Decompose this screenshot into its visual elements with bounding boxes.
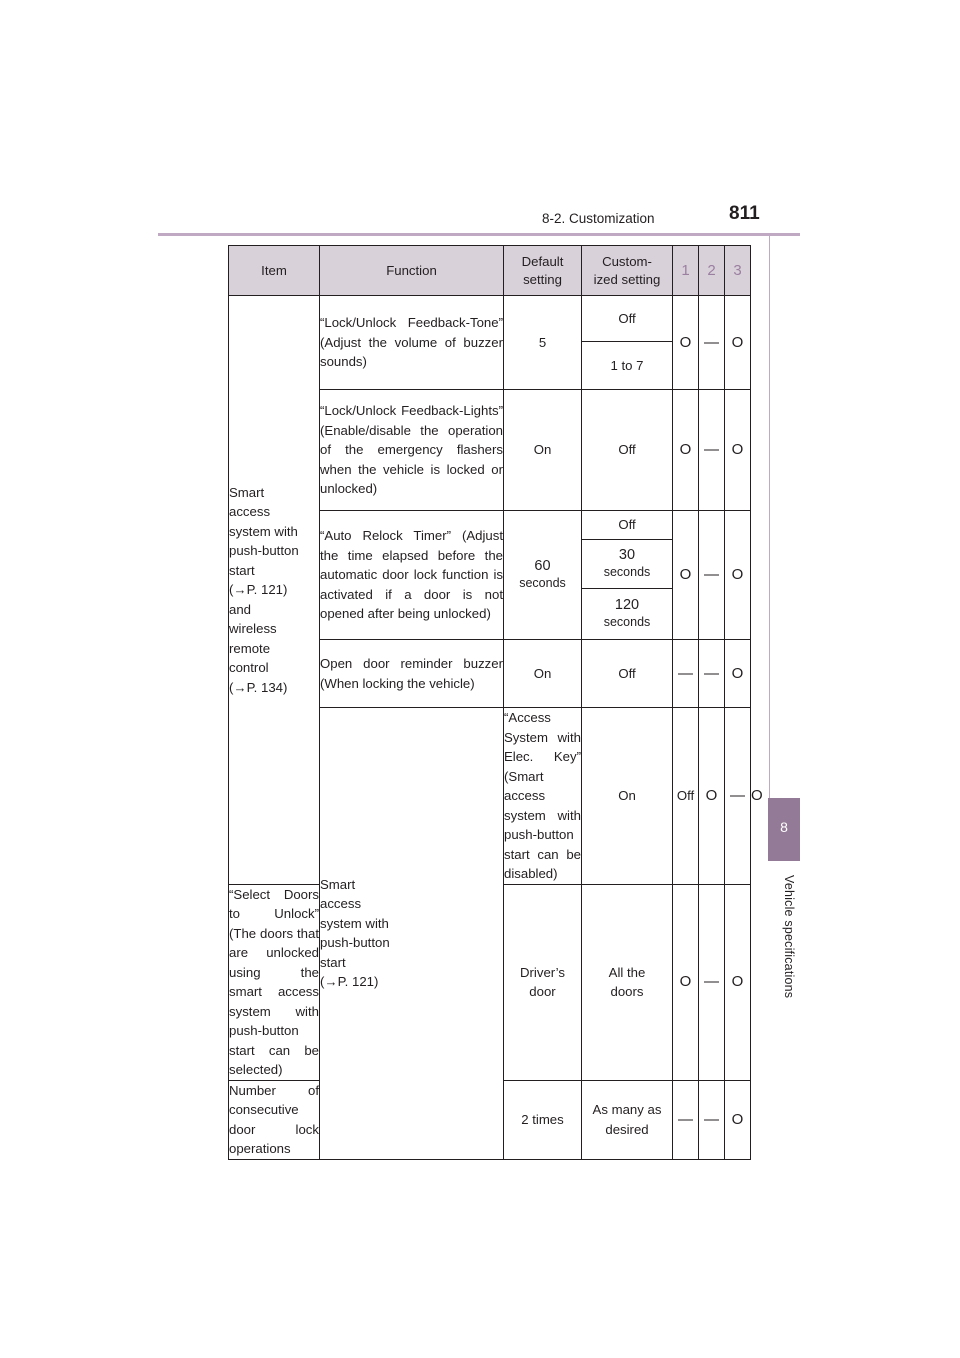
- function-cell: “Lock/Unlock Feedback-Tone” (Adjust the volume of buzzer sounds): [320, 296, 504, 390]
- default-cell: Driver’s door: [504, 884, 582, 1080]
- custom-cell: As many as desired: [582, 1080, 673, 1159]
- default-unit: seconds: [519, 576, 566, 590]
- function-cell: “Select Doors to Unlock” (The doors that are unlocked using the smart access system with push-button start can be selected): [229, 884, 320, 1080]
- method-3-cell: O: [725, 296, 751, 390]
- chapter-number: 8: [780, 819, 788, 835]
- table-row: Smart access system with push-button start (→P. 121) “Access System with Elec. Key” (Smart access system with push-button start can be disabled) On Off O — O: [229, 708, 751, 885]
- method-1-cell: O: [673, 511, 699, 640]
- method-2-cell: —: [699, 1080, 725, 1159]
- custom-cell: Off: [582, 640, 673, 708]
- item-cell: Smart access system with push-button start (→P. 121) and wireless remote control (→P. 134): [229, 296, 320, 885]
- method-1-cell: —: [673, 1080, 699, 1159]
- page-header: [158, 203, 800, 237]
- method-2-cell: —: [699, 640, 725, 708]
- header-customized-setting: Custom- ized setting: [582, 246, 673, 296]
- custom-cell: Off: [582, 296, 673, 342]
- method-1-cell: O: [673, 390, 699, 511]
- header-method-2: 2: [699, 246, 725, 296]
- default-cell: On: [582, 708, 673, 885]
- default-cell: 5: [504, 296, 582, 390]
- method-2-cell: —: [699, 296, 725, 390]
- custom-cell: [582, 589, 673, 640]
- header-method-1: 1: [673, 246, 699, 296]
- default-cell: On: [504, 640, 582, 708]
- header-rule: [158, 233, 800, 236]
- header-item: Item: [229, 246, 320, 296]
- method-3-cell: O: [725, 640, 751, 708]
- method-1-cell: O: [699, 708, 725, 885]
- header-function: Function: [320, 246, 504, 296]
- method-1-cell: —: [673, 640, 699, 708]
- header-default-setting: Default setting: [504, 246, 582, 296]
- method-1-cell: O: [673, 296, 699, 390]
- table-row: [229, 296, 751, 342]
- page-number: 811: [729, 203, 760, 224]
- method-3-cell: O: [725, 1080, 751, 1159]
- default-cell: On: [504, 390, 582, 511]
- function-cell: “Lock/Unlock Feedback-Lights” (Enable/disable the operation of the emergency flashers when the vehicle is locked or unlocked): [320, 390, 504, 511]
- function-cell: “Auto Relock Timer” (Adjust the time elapsed before the automatic door lock function is activated if a door is not opened after being unlocked): [320, 511, 504, 640]
- custom-cell: [582, 540, 673, 589]
- custom-cell: 1 to 7: [582, 342, 673, 390]
- item-cell: Smart access system with push-button start (→P. 121): [320, 708, 504, 1160]
- custom-cell: All the doors: [582, 884, 673, 1080]
- custom-unit: seconds: [603, 565, 651, 579]
- method-2-cell: —: [699, 884, 725, 1080]
- side-divider: [769, 235, 770, 798]
- method-2-cell: —: [725, 708, 751, 885]
- method-2-cell: —: [699, 390, 725, 511]
- custom-value: 30: [618, 547, 636, 563]
- method-3-cell: O: [725, 511, 751, 640]
- method-3-cell: O: [725, 390, 751, 511]
- custom-cell: Off: [673, 708, 699, 885]
- custom-value: 120: [614, 597, 640, 613]
- custom-unit: seconds: [603, 615, 651, 629]
- custom-cell: Off: [582, 390, 673, 511]
- chapter-tab: [768, 798, 800, 861]
- section-title: 8-2. Customization: [542, 211, 655, 226]
- table-header-row: [229, 246, 751, 296]
- method-3-cell: O: [725, 884, 751, 1080]
- function-cell: Open door reminder buzzer (When locking the vehicle): [320, 640, 504, 708]
- chapter-label: Vehicle specifications: [782, 875, 796, 999]
- function-cell: Number of consecutive door lock operations: [229, 1080, 320, 1159]
- function-cell: “Access System with Elec. Key” (Smart access system with push-button start can be disabled): [504, 708, 582, 885]
- default-cell: 2 times: [504, 1080, 582, 1159]
- custom-cell: Off: [582, 511, 673, 540]
- header-method-3: 3: [725, 246, 751, 296]
- default-value: 60: [534, 558, 551, 574]
- method-1-cell: O: [673, 884, 699, 1080]
- method-2-cell: —: [699, 511, 725, 640]
- customization-table: [228, 245, 763, 1160]
- default-cell: [504, 511, 582, 640]
